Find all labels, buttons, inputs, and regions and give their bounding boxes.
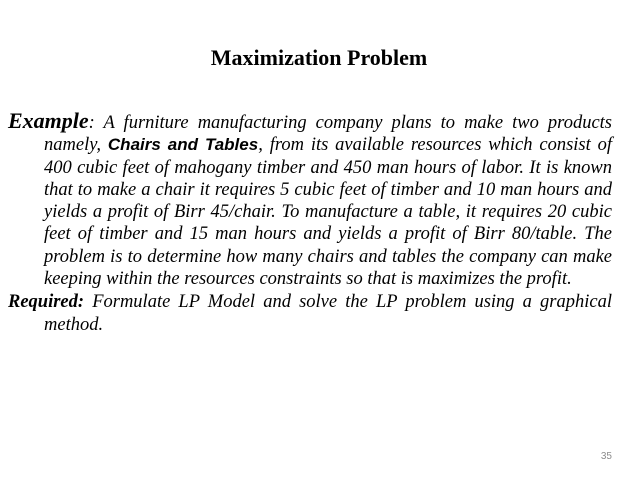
required-label: Required: xyxy=(8,292,85,313)
example-text-part-1: : A furniture manufacturing company plans to make two products namely, xyxy=(44,113,612,156)
slide-body xyxy=(8,110,612,336)
example-text-part-2: , from its available resources which consist of 400 cubic feet of mahogany timber and 450 man hours of labor. It is known that to make a chair it requires 5 cubic feet of timber and 10 man hours and yields a profit of Birr 45/chair. To manufacture a table, it requires 20 cubic feet of timber and 15 man hours and yields a profit of Birr 80/table. The problem is to determine how many chairs and tables the company can make keeping within the resources constraints so that is maximizes the profit. xyxy=(44,135,613,290)
slide-title: Maximization Problem xyxy=(210,45,428,70)
page-number: 35 xyxy=(600,451,612,462)
example-paragraph xyxy=(8,110,612,290)
example-label: Example xyxy=(8,108,89,133)
required-text: Formulate LP Model and solve the LP problem using a graphical method. xyxy=(44,292,612,335)
products-highlight: Chairs and Tables xyxy=(107,135,259,155)
required-paragraph xyxy=(8,291,612,336)
